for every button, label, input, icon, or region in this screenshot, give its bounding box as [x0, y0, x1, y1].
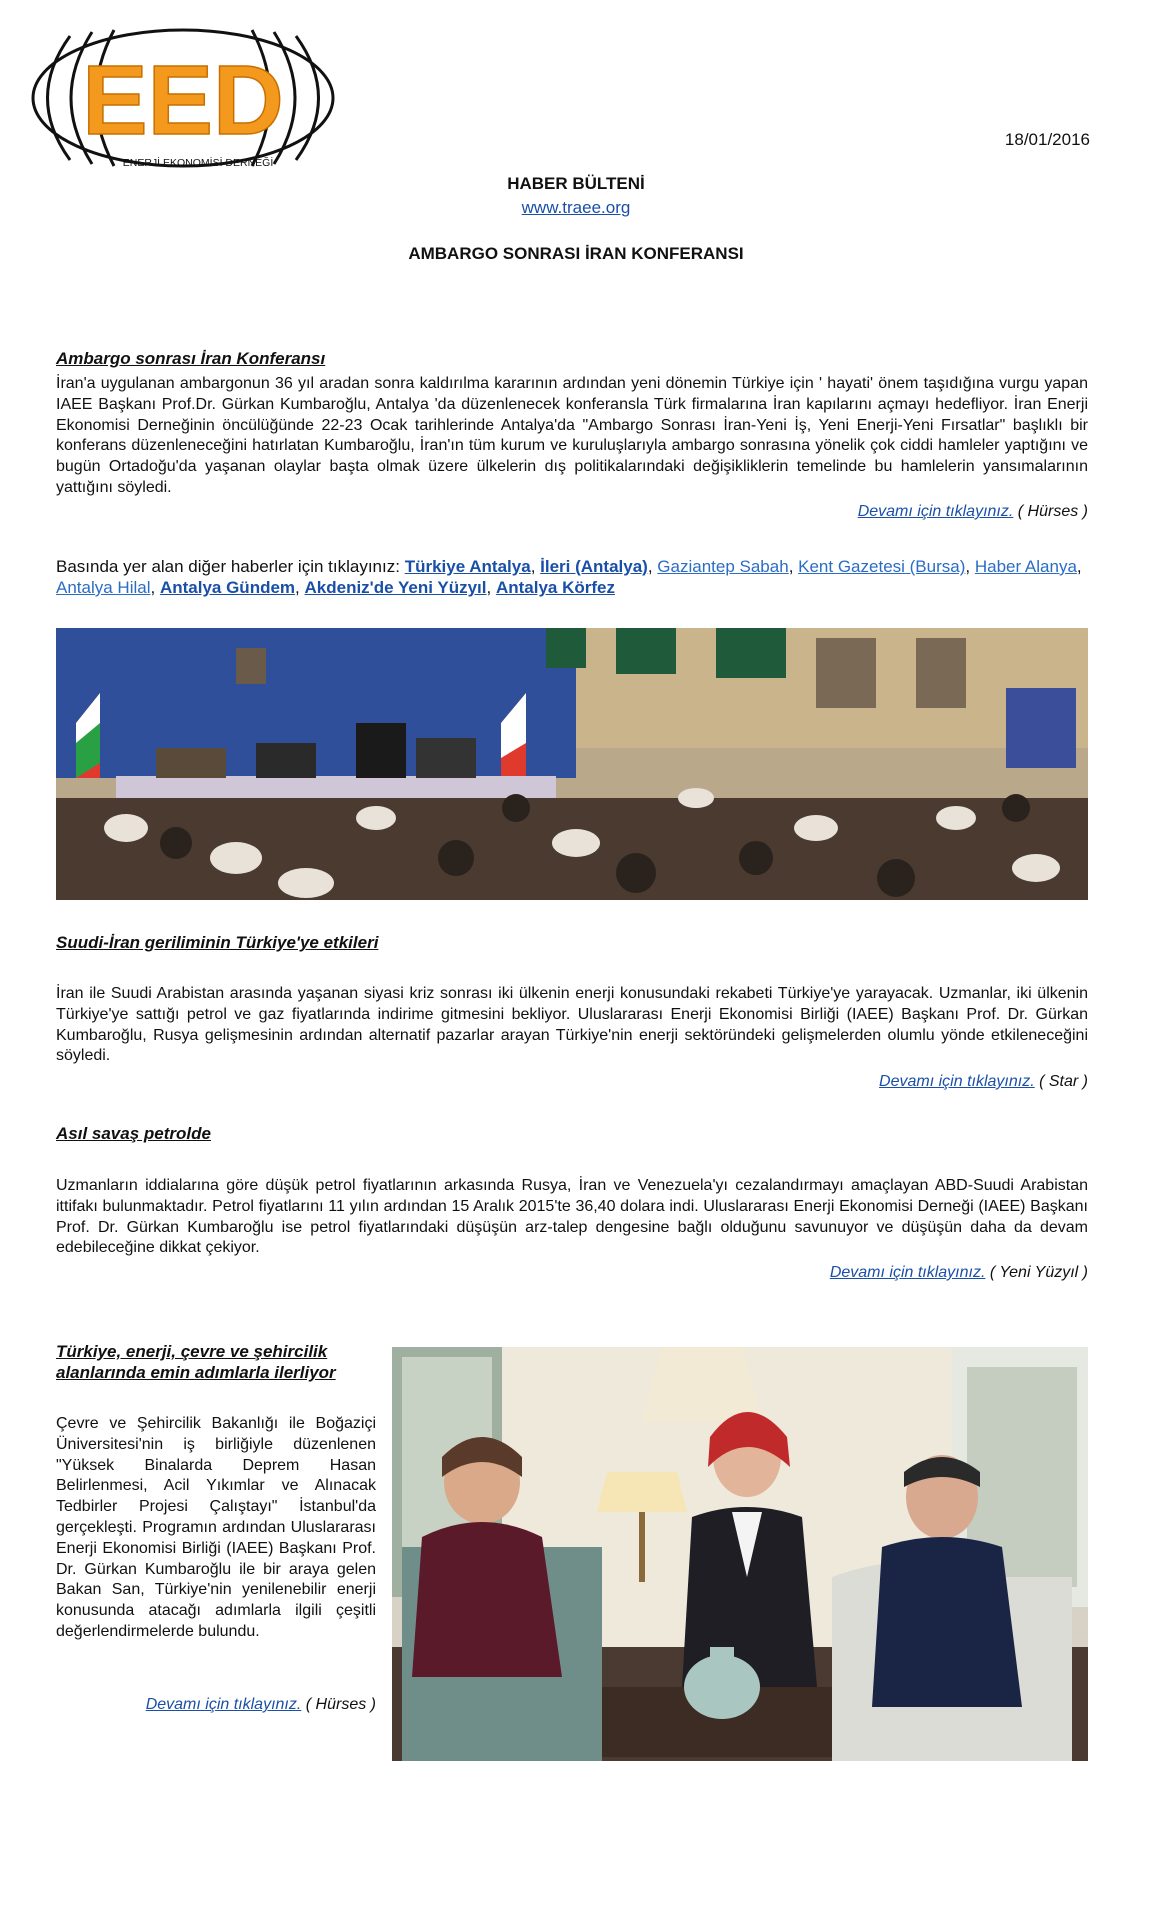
svg-text:EED: EED [82, 45, 284, 155]
article-3-source: ( Yeni Yüzyıl ) [989, 1264, 1088, 1281]
article-2-readmore [56, 1073, 1088, 1091]
bulletin-date: 18/01/2016 [1004, 130, 1090, 149]
article-4-title[interactable]: Türkiye, enerji, çevre ve şehircilik alanlarında emin adımlarla ilerliyor [56, 1342, 336, 1382]
other-news: Basında yer alan diğer haberler için tıklayınız: Türkiye Antalya, İleri (Antalya), Gaziantep Sabah, Kent Gazetesi (Bursa), Haber Alanya, Antalya Hilal, Antalya Gündem, Akdeniz'de Yeni Yüzyıl, Antalya Körfez [56, 557, 1082, 597]
article-3-readmore [56, 1264, 1088, 1282]
main-headline: AMBARGO SONRASI İRAN KONFERANSI [408, 244, 744, 263]
article-1-title[interactable]: Ambargo sonrası İran Konferansı [56, 349, 326, 368]
article-1-source: ( Hürses ) [1017, 503, 1088, 520]
article-2-body: İran ile Suudi Arabistan arasında yaşanan siyasi kriz sonrası iki ülkenin enerji konusundaki rekabeti Türkiye'ye yarayacak. Uzmanlar, iki ülkenin Türkiye'ye sattığı petrol ve gaz fiyatlarında indirime gitmesini bekliyor. Uluslararası Enerji Ekonomisi Birliği (IAEE) Başkanı Prof. Dr. Gürkan Kumbaroğlu, Rusya gelişmesinin ardından alternatif pazarlar arayan Türkiye'nin enerji sektöründeki gelişmelerden olumlu yönde etkileneceğini söyledi. [56, 985, 1088, 1065]
article-2-title[interactable]: Suudi-İran geriliminin Türkiye'ye etkileri [56, 933, 379, 952]
bulletin-title: HABER BÜLTENİ [507, 174, 645, 193]
other-news-link[interactable]: Antalya Gündem [159, 578, 296, 597]
meeting-room-image [392, 1347, 1088, 1761]
other-news-link[interactable]: Akdeniz'de Yeni Yüzyıl [304, 578, 487, 597]
article-3-body: Uzmanların iddialarına göre düşük petrol fiyatlarının arkasında Rusya, İran ve Venezuela'yı cezalandırmayı amaçlayan ABD-Suudi Arabistan ittifakı bulunmaktadır. Petrol fiyatlarını 11 yılın ardından 15 Aralık 2015'te 36,40 dolara indi. Uluslararası Enerji Ekonomisi Derneği (IAEE) Başkanı Prof. Dr. Gürkan Kumbaroğlu ise petrol fiyatlarındaki düşüşün arz-talep dengesine bağlı olduğunu savunuyor ve düşüşün daha da devam edebileceğine dikkat çekiyor. [56, 1177, 1088, 1257]
article-1-readmore-link[interactable]: Devamı için tıklayınız. [857, 503, 1014, 520]
other-news-intro: Basında yer alan diğer haberler için tıklayınız: [56, 557, 400, 576]
other-news-link[interactable]: Türkiye Antalya [404, 557, 531, 576]
article-4-body: Çevre ve Şehircilik Bakanlığı ile Boğaziçi Üniversitesi'nin iş birliğiyle düzenlenen "Yüksek Binalarda Deprem Hasan Belirlenmesi, Acil Yıkımlar ve Alınacak Tedbirler Projesi Çalıştayı" İstanbul'da gerçekleşti. Programın ardından Uluslararası Enerji Ekonomisi Birliği (IAEE) Başkanı Prof. Dr. Gürkan Kumbaroğlu ile bir araya gelen Bakan San, Türkiye'nin yenilenebilir enerji konusunda atacağı adımlarla ilgili çeşitli değerlendirmelerde bulundu. [56, 1415, 376, 1640]
other-news-link[interactable]: Haber Alanya [974, 557, 1077, 576]
globe-logo-icon [30, 26, 336, 176]
article-3-readmore-link[interactable]: Devamı için tıklayınız. [829, 1264, 986, 1281]
eed-logo [30, 26, 336, 176]
conference-hall-image [56, 628, 1088, 900]
article-4-readmore-link[interactable]: Devamı için tıklayınız. [145, 1696, 302, 1713]
other-news-link[interactable]: Antalya Hilal [56, 578, 151, 597]
website-link[interactable]: www.traee.org [521, 198, 631, 217]
conference-photo [56, 628, 1088, 900]
other-news-link[interactable]: Gaziantep Sabah [657, 557, 789, 576]
article-1-readmore [56, 503, 1088, 521]
svg-text:ENERJİ EKONOMİSİ DERNEĞİ: ENERJİ EKONOMİSİ DERNEĞİ [122, 157, 274, 169]
other-news-link[interactable]: Kent Gazetesi (Bursa) [798, 557, 966, 576]
meeting-photo [392, 1347, 1088, 1761]
article-1-body: İran'a uygulanan ambargonun 36 yıl aradan sonra kaldırılma kararının ardından yeni dönemin Türkiye için ' hayati' önem taşıdığına vurgu yapan IAEE Başkanı Prof.Dr. Gürkan Kumbaroğlu, Antalya 'da düzenlenecek konferansla Türk firmalarına İran kapılarını açmayı hedefliyor. İran Enerji Ekonomisi Derneğinin öncülüğünde 22-23 Ocak tarihlerinde Antalya'da "Ambargo Sonrası İran-Yeni İş, Yeni Enerji-Yeni Fırsatlar" başlıklı bir konferans düzenleneceğini hatırlatan Kumbaroğlu, İran'ın tüm kurum ve kuruluşlarıyla ambargo sonrasına yönelik çok ciddi hamleler yaptığını ve bugün Ortadoğu'da yaşanan olaylar başta olmak üzere ülkelerin dış politikalarındaki değişikliklerin temelinde bu hamlelerin yansımalarının yattığını söyledi. [56, 375, 1088, 496]
article-4-source: ( Hürses ) [305, 1696, 376, 1713]
other-news-link[interactable]: İleri (Antalya) [540, 557, 648, 576]
article-4-readmore [56, 1696, 376, 1714]
other-news-link[interactable]: Antalya Körfez [495, 578, 615, 597]
article-3-title[interactable]: Asıl savaş petrolde [56, 1124, 211, 1143]
article-2-source: ( Star ) [1039, 1073, 1088, 1090]
article-2-readmore-link[interactable]: Devamı için tıklayınız. [879, 1073, 1035, 1090]
